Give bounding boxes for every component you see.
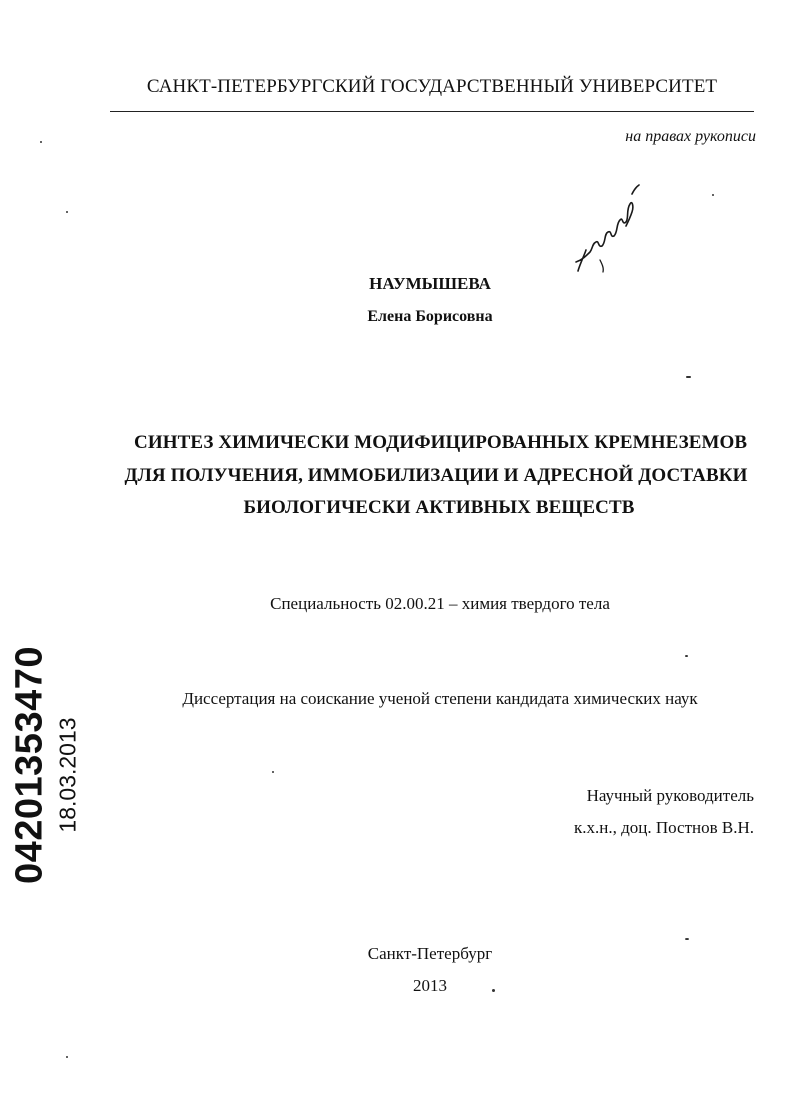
scan-speck	[40, 141, 42, 143]
thesis-title-line-1: СИНТЕЗ ХИМИЧЕСКИ МОДИФИЦИРОВАННЫХ КРЕМНЕЗЕМОВ	[134, 432, 748, 453]
stamp-date-text: 18.03.2013	[54, 717, 81, 833]
city: Санкт-Петербург	[367, 944, 493, 963]
specialty-line: Специальность 02.00.21 – химия твердого тела	[270, 594, 610, 613]
author-surname: НАУМЫШЕВА	[369, 274, 491, 293]
year: 2013	[413, 976, 447, 995]
university-name: САНКТ-ПЕТЕРБУРГСКИЙ ГОСУДАРСТВЕННЫЙ УНИВЕРСИТЕТ	[146, 76, 718, 97]
scan-speck	[492, 989, 495, 992]
scan-speck	[272, 771, 274, 773]
header-divider	[110, 111, 754, 112]
thesis-title-line-2: ДЛЯ ПОЛУЧЕНИЯ, ИММОБИЛИЗАЦИИ И АДРЕСНОЙ ДОСТАВКИ	[124, 465, 748, 486]
supervisor-role: Научный руководитель	[586, 786, 754, 805]
rights-note: на правах рукописи	[625, 128, 756, 145]
stamp-number-text: 04201353470	[8, 646, 51, 884]
scan-speck	[685, 655, 688, 657]
scan-speck	[66, 1056, 68, 1058]
handwritten-signature	[566, 176, 656, 286]
scan-speck	[686, 376, 691, 378]
scan-speck	[66, 211, 68, 213]
scan-speck	[685, 938, 689, 940]
scan-speck	[712, 194, 714, 196]
thesis-title-line-3: БИОЛОГИЧЕСКИ АКТИВНЫХ ВЕЩЕСТВ	[243, 497, 635, 518]
dissertation-line: Диссертация на соискание ученой степени кандидата химических наук	[182, 689, 698, 708]
supervisor-name: к.х.н., доц. Постнов В.Н.	[573, 818, 754, 837]
author-given-names: Елена Борисовна	[367, 308, 493, 325]
